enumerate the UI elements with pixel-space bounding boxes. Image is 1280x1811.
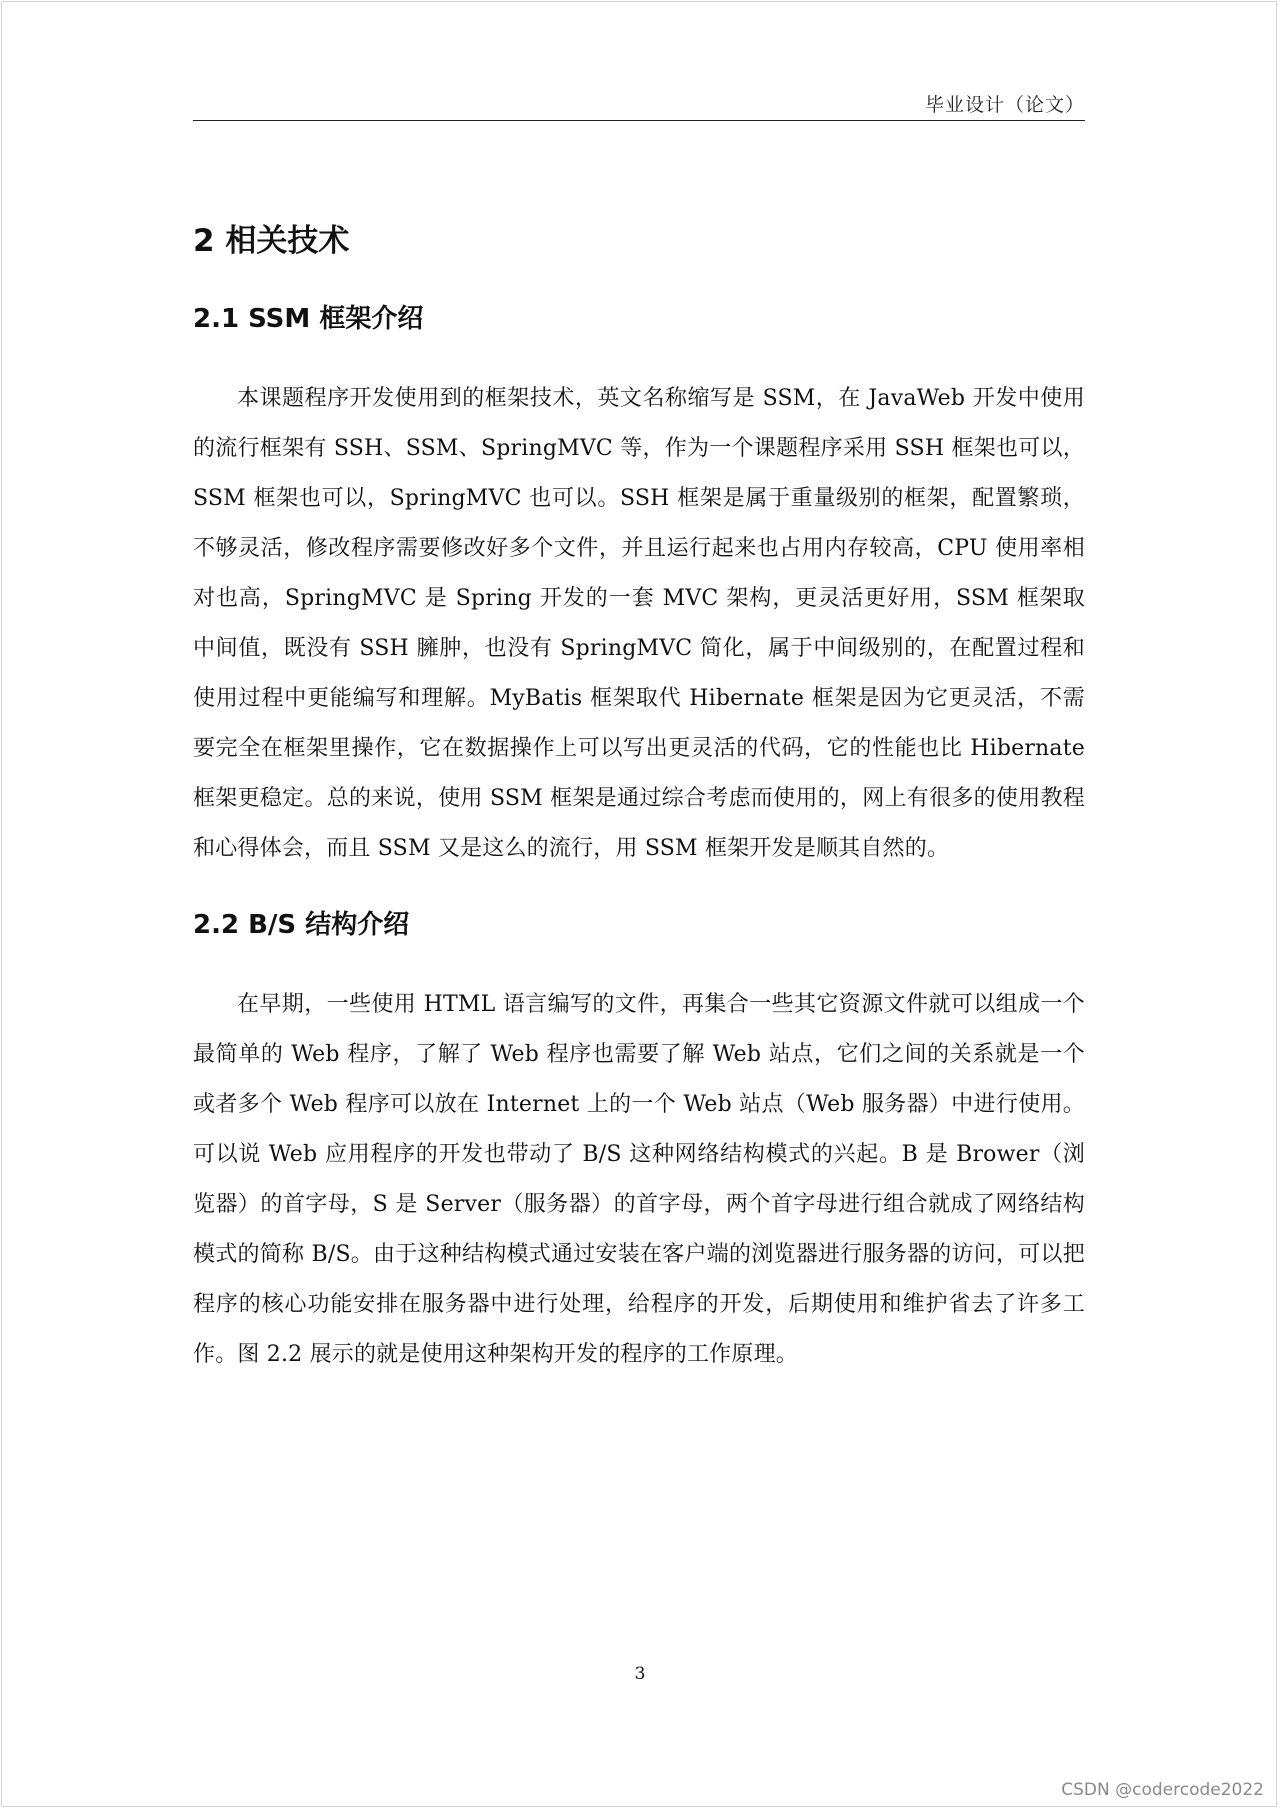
section-heading-ssm: 2.1 SSM 框架介绍 <box>193 304 424 334</box>
document-body <box>193 210 1085 1380</box>
section-paragraph-bs: 在早期，一些使用 HTML 语言编写的文件，再集合一些其它资源文件就可以组成一个最简单的 Web 程序，了解了 Web 程序也需要了解 Web 站点，它们之间的关系就是一个或者多个 Web 程序可以放在 Internet 上的一个 Web 站点（Web 服务器）中进行使用。可以说 Web 应用程序的开发也带动了 B/S 这种网络结构模式的兴起。B 是 Brower（浏览器）的首字母，S 是 Server（服务器）的首字母，两个首字母进行组合就成了网络结构模式的简称 B/S。由于这种结构模式通过安装在客户端的浏览器进行服务器的访问，可以把程序的核心功能安排在服务器中进行处理，给程序的开发，后期使用和维护省去了许多工作。图 2.2 展示的就是使用这种架构开发的程序的工作原理。 <box>193 992 1085 1367</box>
header-title: 毕业设计（论文） <box>924 94 1085 116</box>
chapter-title: 2 相关技术 <box>193 223 350 259</box>
section-heading-bs: 2.2 B/S 结构介绍 <box>193 910 410 940</box>
page-header <box>193 86 1085 121</box>
page-number: 3 <box>634 1664 646 1684</box>
watermark: CSDN @codercode2022 <box>1061 1780 1264 1800</box>
section-paragraph-ssm: 本课题程序开发使用到的框架技术，英文名称缩写是 SSM，在 JavaWeb 开发中使用的流行框架有 SSH、SSM、SpringMVC 等，作为一个课题程序采用 SSH 框架也可以，SSM 框架也可以，SpringMVC 也可以。SSH 框架是属于重量级别的框架，配置繁琐，不够灵活，修改程序需要修改好多个文件，并且运行起来也占用内存较高，CPU 使用率相对也高，SpringMVC 是 Spring 开发的一套 MVC 架构，更灵活更好用，SSM 框架取中间值，既没有 SSH 臃肿，也没有 SpringMVC 简化，属于中间级别的，在配置过程和使用过程中更能编写和理解。MyBatis 框架取代 Hibernate 框架是因为它更灵活，不需要完全在框架里操作，它在数据操作上可以写出更灵活的代码，它的性能也比 Hibernate 框架更稳定。总的来说，使用 SSM 框架是通过综合考虑而使用的，网上有很多的使用教程和心得体会，而且 SSM 又是这么的流行，用 SSM 框架开发是顺其自然的。 <box>193 386 1085 861</box>
